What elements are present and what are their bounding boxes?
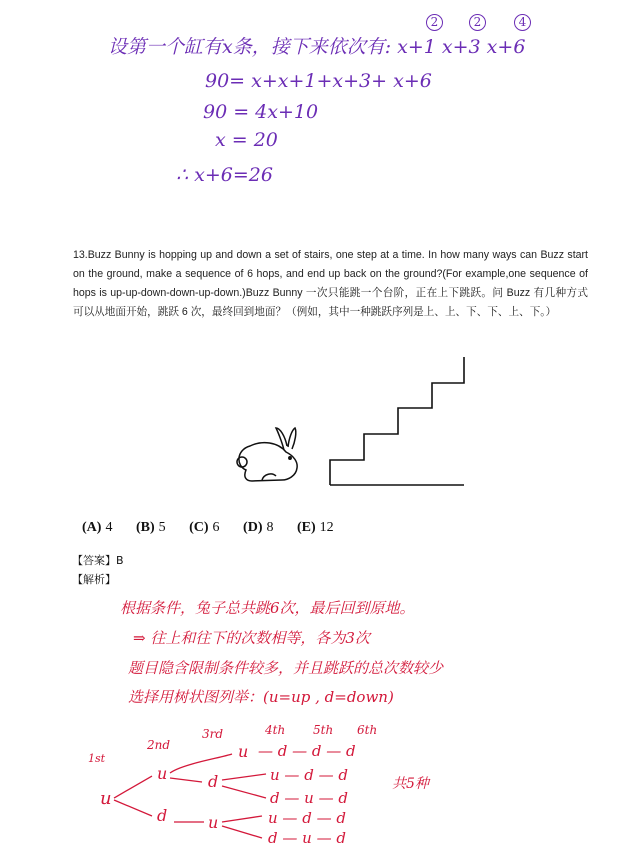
analysis-label: 【解析】 [72, 573, 116, 586]
tree-row-3: d — u — d [270, 789, 348, 807]
solution-line-3: 题目隐含限制条件较多，并且跳跃的总次数较少 [128, 659, 444, 677]
problem-text: 13.Buzz Bunny is hopping up and down a set of stairs, one step at a time. In how many ways can Buzz start on the ground, make a sequence of 6 hops, and end up back on the ground?(For example,one sequence of hops is up-up-down-down-up-down.)Buzz Bunny 一次只能跳一个台阶，正在上下跳跃。问 Buzz 有几种方式可以从地面开始，跳跃 6 次，最终回到地面？（例如，其中一种跳跃序列是上、上、下、下、上、下。） [73, 249, 588, 318]
tree-header-5th: 5th [313, 723, 334, 737]
tree-row-4: u — d — d [268, 809, 346, 827]
tree-header-6th: 6th [357, 723, 378, 737]
tree-level3-d: d [208, 772, 219, 791]
tree-root-u: u [100, 788, 112, 809]
answer-line: 【答案】B [72, 554, 124, 567]
tree-level2-u: u [157, 764, 168, 783]
tree-header-2nd: 2nd [147, 738, 171, 752]
equation-4: ∴ x+6=26 [176, 164, 273, 186]
tree-header-3rd: 3rd [202, 727, 224, 741]
tree-level3-u: u [238, 742, 249, 761]
circle-mark-3: 4 [514, 14, 531, 31]
tree-header-4th: 4th [265, 723, 286, 737]
tree-total: 共5种 [392, 776, 429, 792]
circle-mark-2: 2 [469, 14, 486, 31]
equation-3: x = 20 [215, 129, 278, 151]
choice-e: (E) 12 [296, 520, 334, 535]
tree-level3-u2: u [208, 813, 219, 832]
equation-2: 90 = 4x+10 [203, 101, 319, 123]
tree-row-1-tail: — d — d — d [258, 742, 356, 760]
tree-level2-d: d [157, 806, 168, 825]
circle-mark-1: 2 [426, 14, 443, 31]
solution-line-1: 根据条件，兔子总共跳6次，最后回到原地。 [120, 599, 415, 617]
choice-a: (A) 4 [82, 520, 113, 535]
solution-line-2: ⇒ 往上和往下的次数相等，各为3次 [133, 629, 370, 647]
equation-1: 90= x+x+1+x+3+ x+6 [205, 70, 432, 92]
handwritten-line-1: 设第一个缸有x条，接下来依次有: x+1 x+3 x+6 [108, 36, 526, 58]
tree-row-5: d — u — d [268, 829, 346, 847]
choice-c: (C) 6 [189, 520, 220, 535]
tree-row-2: u — d — d [270, 766, 348, 784]
tree-header-1st: 1st [88, 752, 106, 765]
solution-line-4: 选择用树状图列举：(u=up , d=down) [128, 688, 394, 706]
choice-d: (D) 8 [243, 520, 274, 535]
choice-b: (B) 5 [135, 520, 166, 535]
